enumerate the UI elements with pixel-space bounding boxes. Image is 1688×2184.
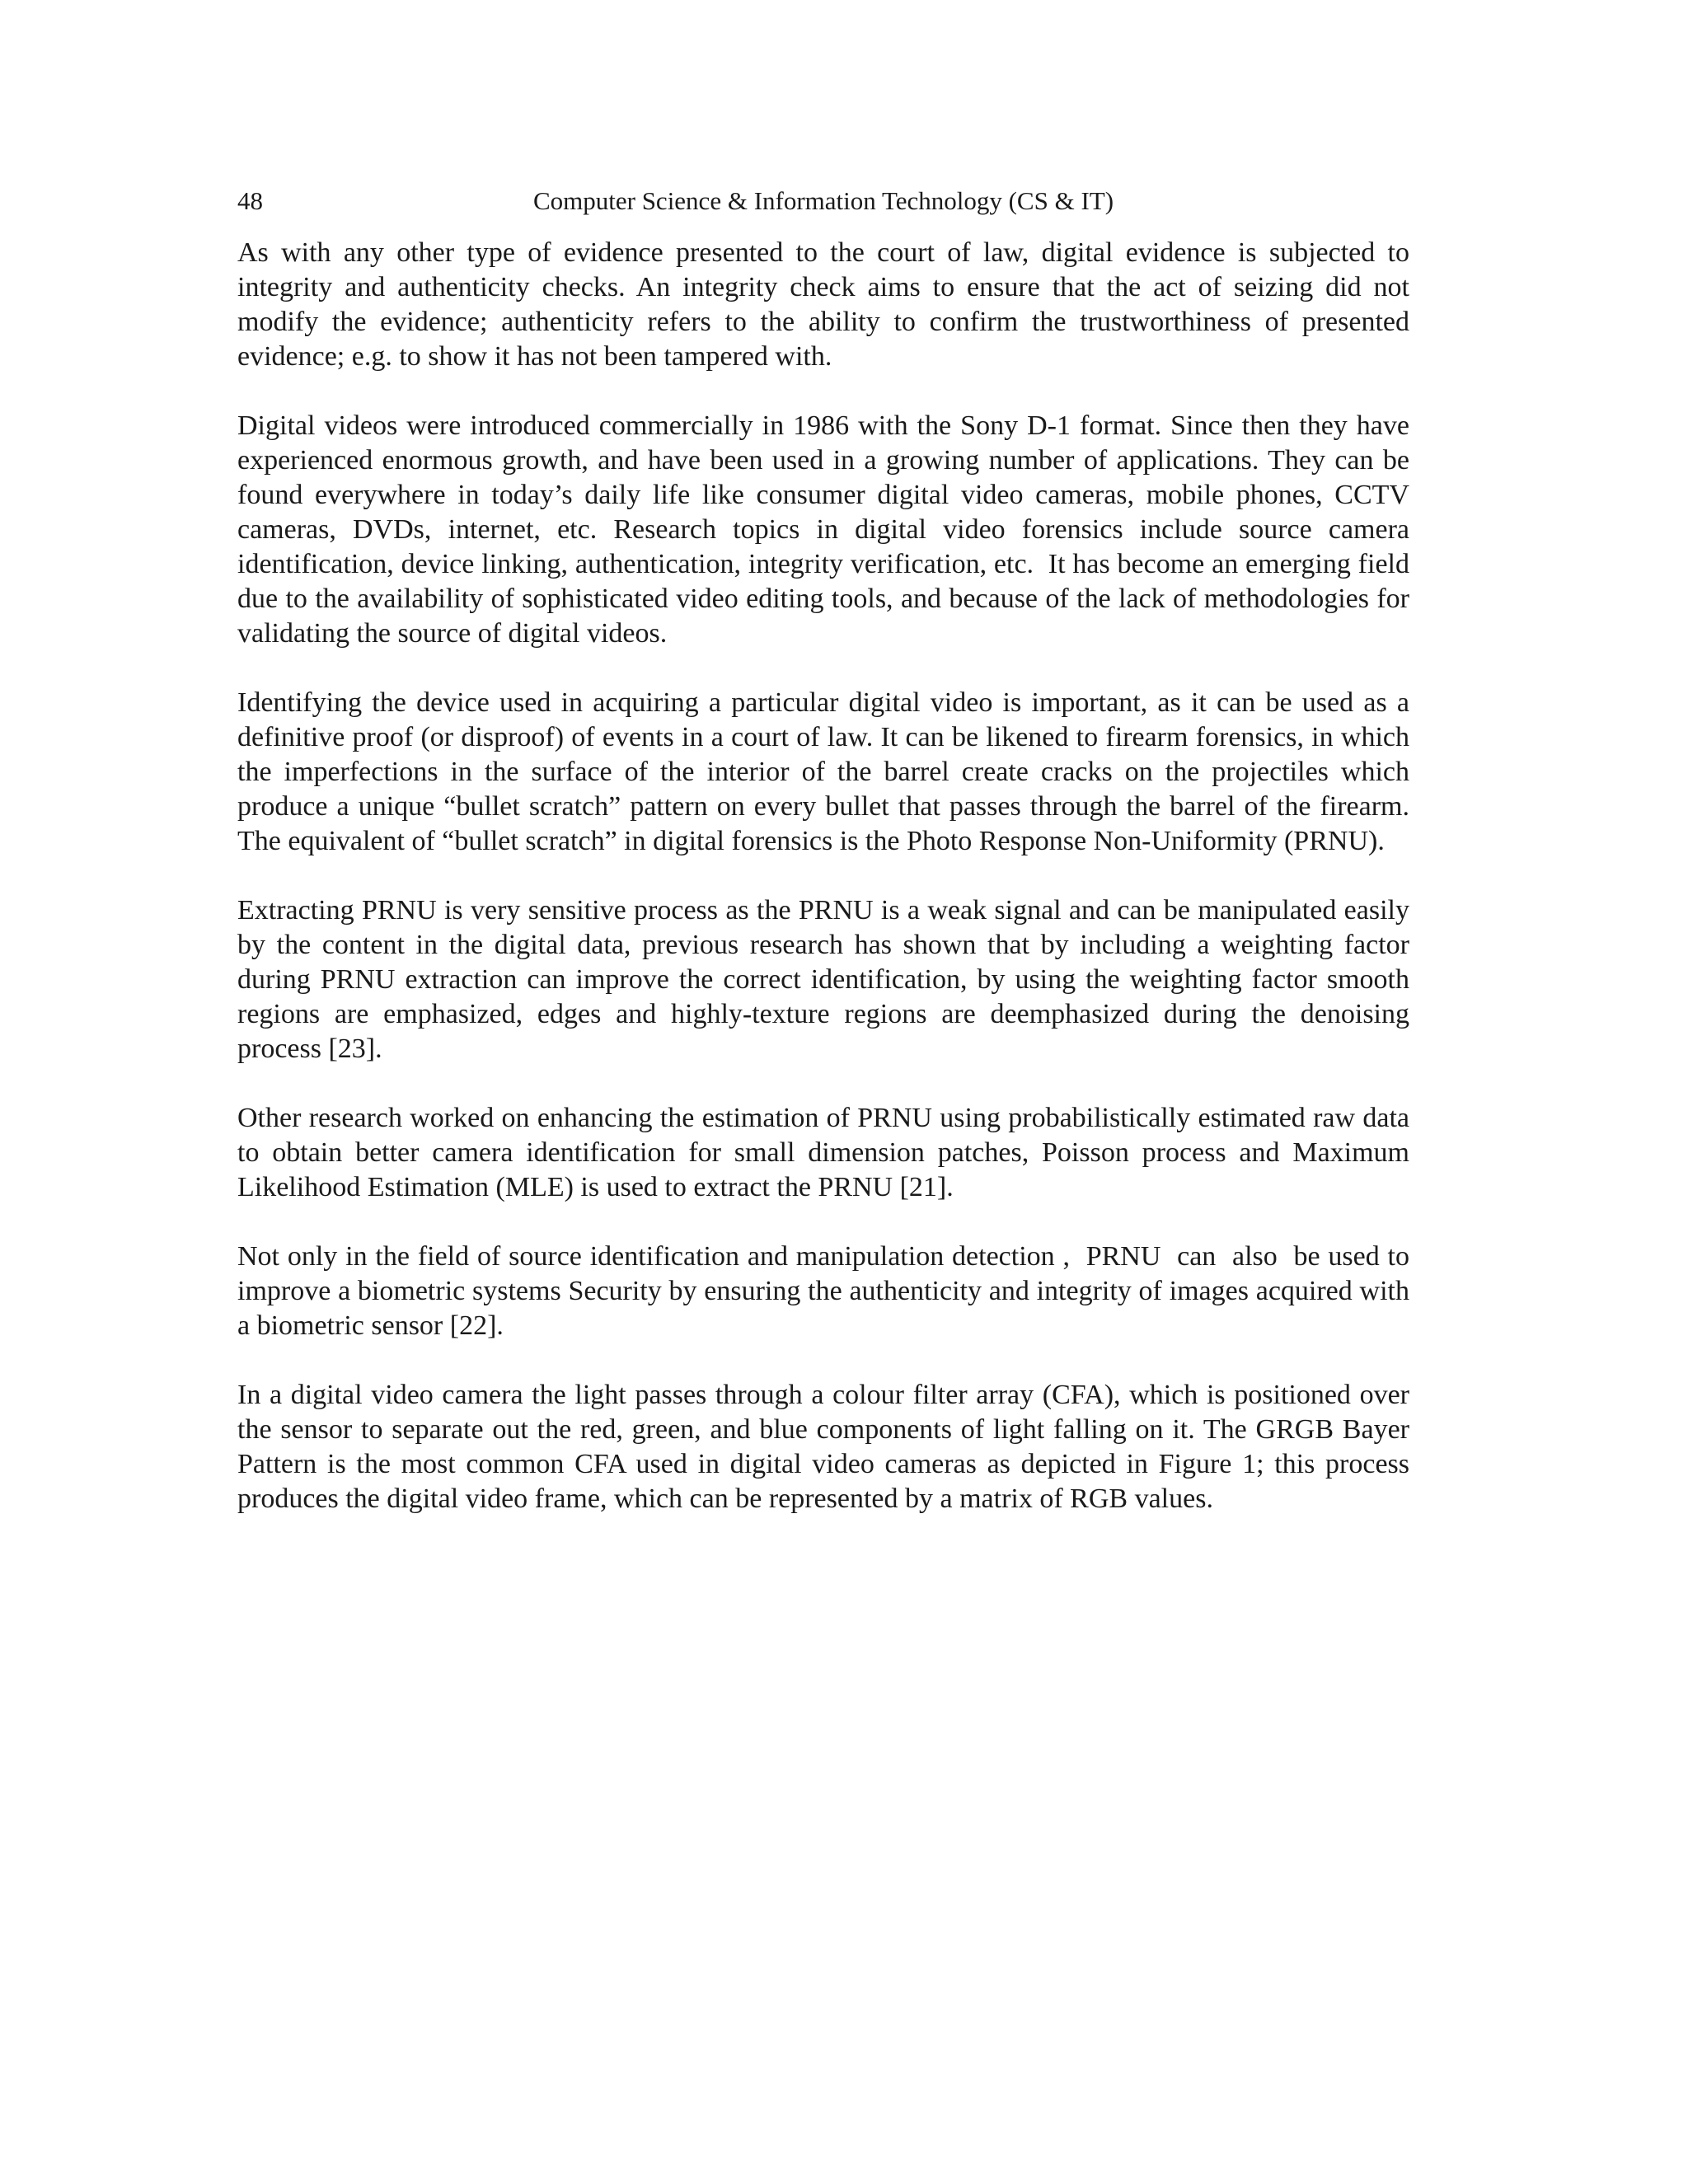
- paragraph-device-identification: Identifying the device used in acquiring a particular digital video is important, as it can be used as a definitive proof (or disproof) of events in a court of law. It can be likened to firearm forensics, in which the imperfections in the surface of the interior of the barrel create cracks on the projectiles which produce a unique “bullet scratch” pattern on every bullet that passes through the barrel of the firearm. The equivalent of “bullet scratch” in digital forensics is the Photo Response Non-Uniformity (PRNU).: [237, 687, 1417, 856]
- paragraph-cfa: In a digital video camera the light passes through a colour filter array (CFA), which is positioned over the sensor to separate out the red, green, and blue components of light falling on it. The GRGB Bayer Pattern is the most common CFA used in digital video cameras as depicted in Figure 1; this process produces the digital video frame, which can be represented by a matrix of RGB values.: [237, 1380, 1417, 1514]
- paragraph-biometric: Not only in the field of source identification and manipulation detection , PRNU can also be used to improve a biometric systems Security by ensuring the authenticity and integrity of images acquired with a biometric sensor [22].: [237, 1241, 1417, 1341]
- page-number: 48: [237, 186, 263, 215]
- paragraph-extracting-prnu: Extracting PRNU is very sensitive process as the PRNU is a weak signal and can be manipulated easily by the content in the digital data, previous research has shown that by including a weighting factor during PRNU extraction can improve the correct identification, by using the weighting factor smooth regions are emphasized, edges and highly-texture regions are deemphasized during the denoising process [23].: [237, 895, 1417, 1064]
- paragraph-digital-videos: Digital videos were introduced commercially in 1986 with the Sony D-1 format. Since then they have experienced enormous growth, and have been used in a growing number of applications. They can be found everywhere in today’s daily life like consumer digital video cameras, mobile phones, CCTV cameras, DVDs, internet, etc. Research topics in digital video forensics include source camera identification, device linking, authentication, integrity verification, etc. It has become an emerging field due to the availability of sophisticated video editing tools, and because of the lack of methodologies for validating the source of digital videos.: [237, 410, 1417, 649]
- journal-title: Computer Science & Information Technology (CS & IT): [532, 186, 1114, 215]
- paragraph-evidence-integrity: As with any other type of evidence presented to the court of law, digital evidence is subjected to integrity and authenticity checks. An integrity check aims to ensure that the act of seizing did not modify the evidence; authenticity refers to the ability to confirm the trustworthiness of presented evidence; e.g. to show it has not been tampered with.: [237, 237, 1417, 372]
- body-text: [237, 236, 1417, 1551]
- paragraph-other-research: Other research worked on enhancing the estimation of PRNU using probabilistically estimated raw data to obtain better camera identification for small dimension patches, Poisson process and Maximum Likelihood Estimation (MLE) is used to extract the PRNU [21].: [237, 1103, 1417, 1202]
- running-header: [237, 185, 1409, 218]
